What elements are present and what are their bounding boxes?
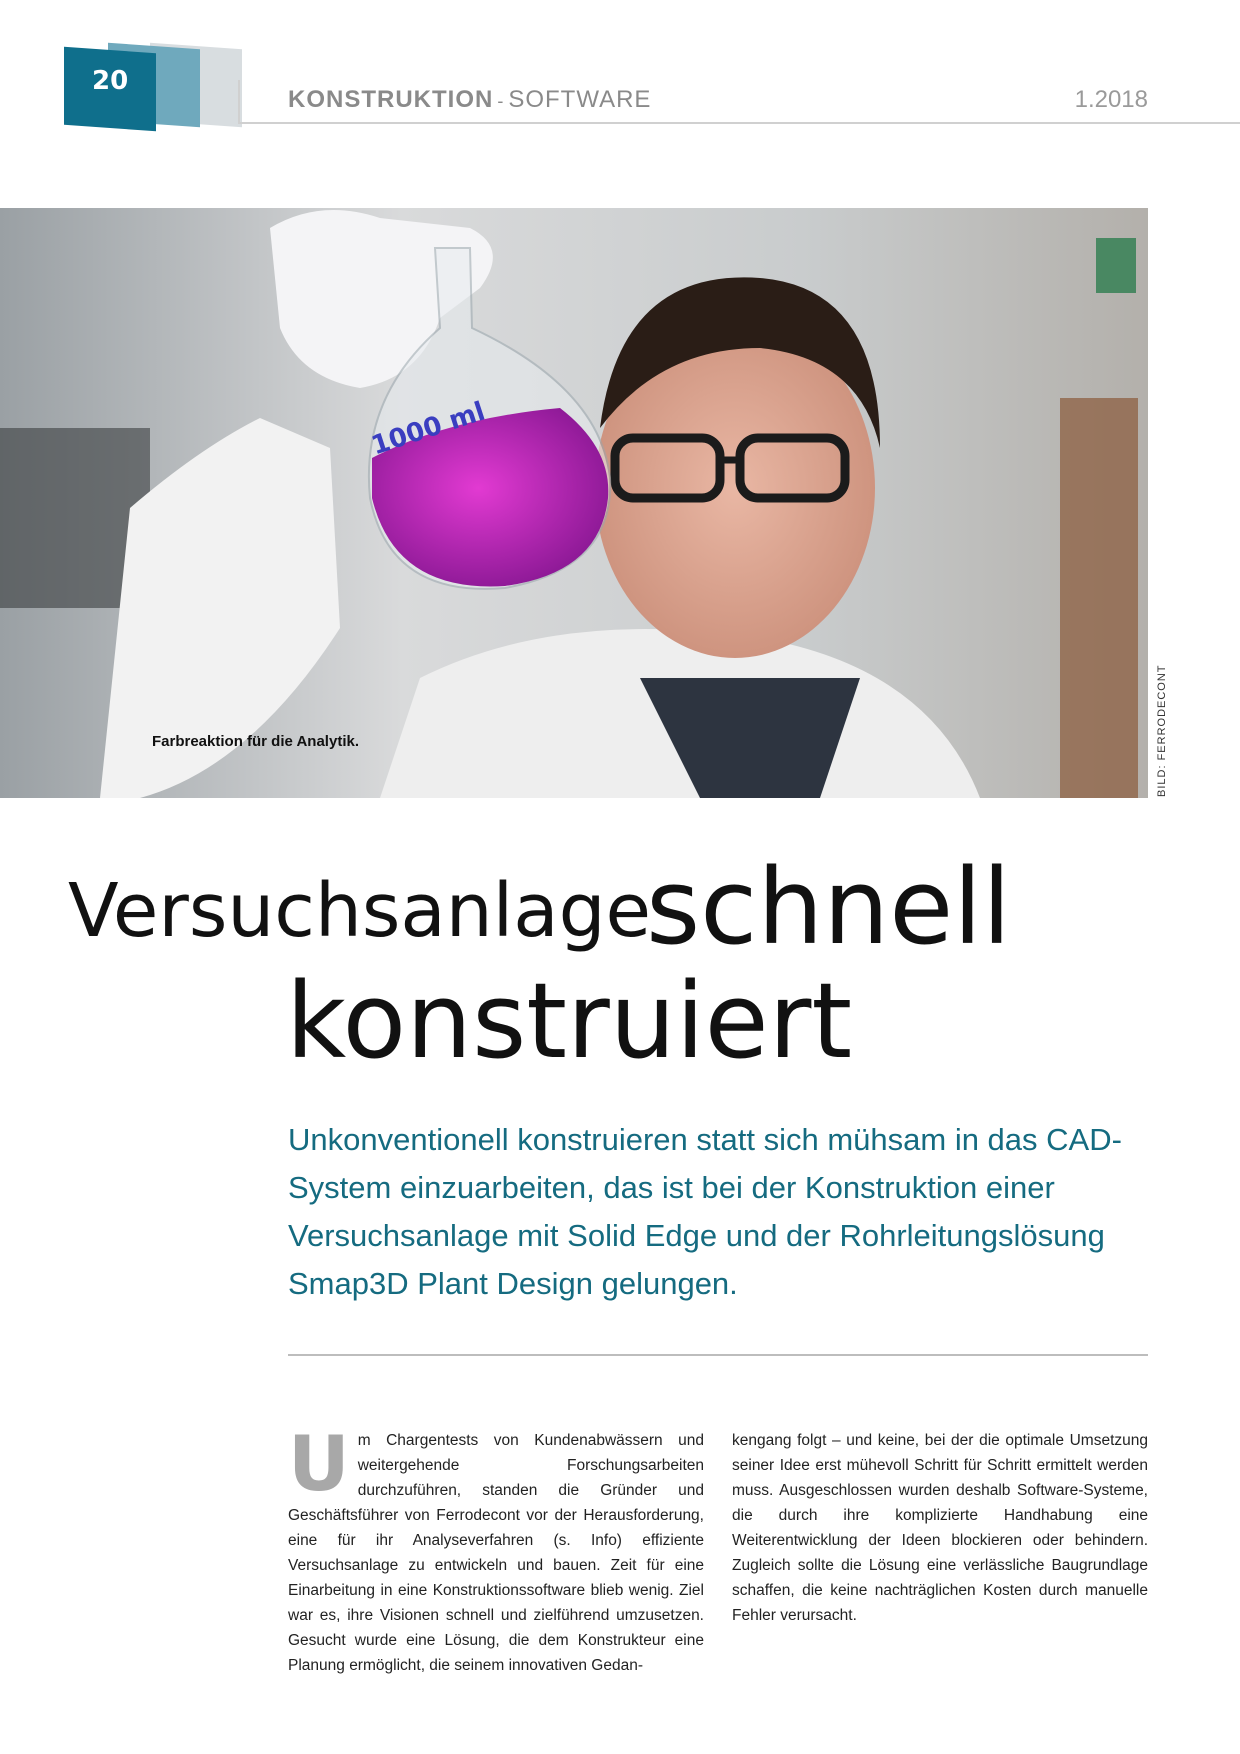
lab-photo-illustration bbox=[0, 208, 1148, 798]
lab-photo bbox=[0, 208, 1148, 798]
lead-divider bbox=[288, 1354, 1148, 1356]
section-main: KONSTRUKTION bbox=[288, 86, 494, 113]
photo-caption: Farbreaktion für die Analytik. bbox=[152, 733, 359, 750]
flask-label: 1000 ml bbox=[367, 396, 489, 462]
lead-paragraph: Unkonventionell konstruieren statt sich mühsam in das CAD-System einzuarbeiten, das ist bei der Konstruktion einer Versuchsanlage mit Solid Edge und der Rohrleitungslösung Smap3D Plant Design gelungen. bbox=[288, 1122, 1122, 1301]
exit-sign bbox=[1096, 238, 1136, 293]
headline-part1: Versuchsanlage bbox=[68, 868, 652, 954]
header-divider-vertical bbox=[238, 80, 240, 124]
page-number: 20 bbox=[92, 66, 129, 96]
issue-number: 1.2018 bbox=[1074, 86, 1148, 113]
photo-credit: BILD: FERRODECONT bbox=[1156, 664, 1168, 797]
section-sub: SOFTWARE bbox=[508, 86, 652, 113]
section-label bbox=[288, 86, 651, 114]
header-divider-horizontal bbox=[240, 122, 1240, 124]
headline-part3: konstruiert bbox=[286, 960, 853, 1082]
body-column-2: kengang folgt – und keine, bei der die optimale Umsetzung seiner Idee erst mühevoll Schritt für Schritt ermittelt werden muss. Ausgeschlossen wurden deshalb Software-Systeme, die durch ihre komplizierte Handhabung eine Weiterentwicklung der Ideen blockieren oder behindern. Zugleich sollte die Lösung eine verlässliche Baugrundlage schaffen, die keine nachträglichen Kosten durch manuelle Fehler verursacht. bbox=[732, 1432, 1148, 1624]
section-separator: - bbox=[497, 91, 505, 111]
body-column-1-text: m Chargentests von Kundenabwässern und weitergehende Forschungsarbeiten durchzuführen, standen die Gründer und Geschäftsführer von Ferrodecont vor der Herausforderung, eine für ihr Analyseverfahren (s. Info) effiziente Versuchsanlage zu entwickeln und bauen. Zeit für eine Einarbeitung in eine Konstruktionssoftware blieb wenig. Ziel war es, ihre Visionen schnell und zielführend umzusetzen. Gesucht wurde eine Lösung, die dem Konstrukteur eine Planung ermöglicht, die seinem innovativen Gedan- bbox=[288, 1432, 704, 1674]
dropcap: U bbox=[288, 1419, 350, 1508]
background-door bbox=[1060, 398, 1138, 798]
headline-part2: schnell bbox=[646, 846, 1011, 968]
body-column-1 bbox=[288, 1419, 704, 1678]
